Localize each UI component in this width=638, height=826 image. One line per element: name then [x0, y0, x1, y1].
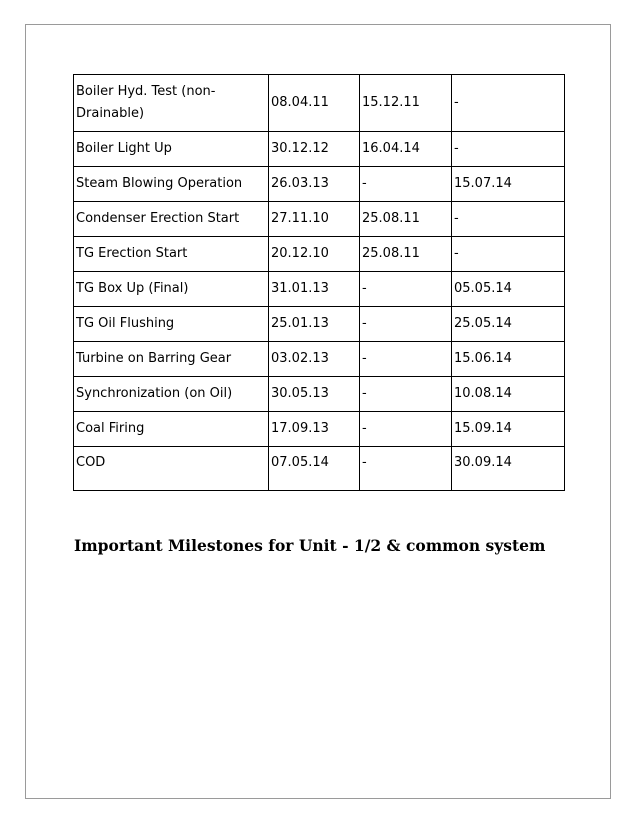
table-row — [74, 377, 565, 412]
date-cell: - — [452, 237, 565, 272]
table-row — [74, 307, 565, 342]
table-row — [74, 237, 565, 272]
activity-cell: TG Erection Start — [74, 237, 269, 272]
date-cell: 31.01.13 — [269, 272, 360, 307]
date-cell: - — [360, 377, 452, 412]
date-cell: 25.01.13 — [269, 307, 360, 342]
date-cell: 10.08.14 — [452, 377, 565, 412]
table-row — [74, 447, 565, 491]
table-row — [74, 412, 565, 447]
date-cell: - — [360, 447, 452, 491]
activity-cell: Steam Blowing Operation — [74, 167, 269, 202]
date-cell: 30.05.13 — [269, 377, 360, 412]
activity-cell: Coal Firing — [74, 412, 269, 447]
table-row — [74, 75, 565, 132]
date-cell: 15.06.14 — [452, 342, 565, 377]
milestones-table — [73, 74, 565, 491]
table-caption: Important Milestones for Unit - 1/2 & common system — [74, 536, 546, 555]
date-cell: - — [452, 75, 565, 132]
date-cell: 08.04.11 — [269, 75, 360, 132]
date-cell: 07.05.14 — [269, 447, 360, 491]
table-row — [74, 202, 565, 237]
date-cell: - — [360, 307, 452, 342]
date-cell: - — [360, 272, 452, 307]
activity-cell: Turbine on Barring Gear — [74, 342, 269, 377]
activity-cell: Boiler Hyd. Test (non-Drainable) — [74, 75, 269, 132]
activity-cell: Boiler Light Up — [74, 132, 269, 167]
date-cell: 05.05.14 — [452, 272, 565, 307]
table-row — [74, 167, 565, 202]
date-cell: 27.11.10 — [269, 202, 360, 237]
date-cell: 15.09.14 — [452, 412, 565, 447]
date-cell: - — [360, 167, 452, 202]
date-cell: - — [360, 412, 452, 447]
date-cell: 15.07.14 — [452, 167, 565, 202]
table-row — [74, 272, 565, 307]
activity-cell: COD — [74, 447, 269, 491]
date-cell: 26.03.13 — [269, 167, 360, 202]
activity-cell: TG Box Up (Final) — [74, 272, 269, 307]
activity-cell: Condenser Erection Start — [74, 202, 269, 237]
date-cell: - — [360, 342, 452, 377]
date-cell: 20.12.10 — [269, 237, 360, 272]
date-cell: 30.12.12 — [269, 132, 360, 167]
date-cell: 16.04.14 — [360, 132, 452, 167]
table-row — [74, 342, 565, 377]
date-cell: 25.08.11 — [360, 202, 452, 237]
date-cell: 25.05.14 — [452, 307, 565, 342]
date-cell: 25.08.11 — [360, 237, 452, 272]
activity-cell: Synchronization (on Oil) — [74, 377, 269, 412]
activity-cell: TG Oil Flushing — [74, 307, 269, 342]
table-row — [74, 132, 565, 167]
date-cell: - — [452, 202, 565, 237]
date-cell: 03.02.13 — [269, 342, 360, 377]
date-cell: 17.09.13 — [269, 412, 360, 447]
date-cell: 30.09.14 — [452, 447, 565, 491]
date-cell: - — [452, 132, 565, 167]
date-cell: 15.12.11 — [360, 75, 452, 132]
